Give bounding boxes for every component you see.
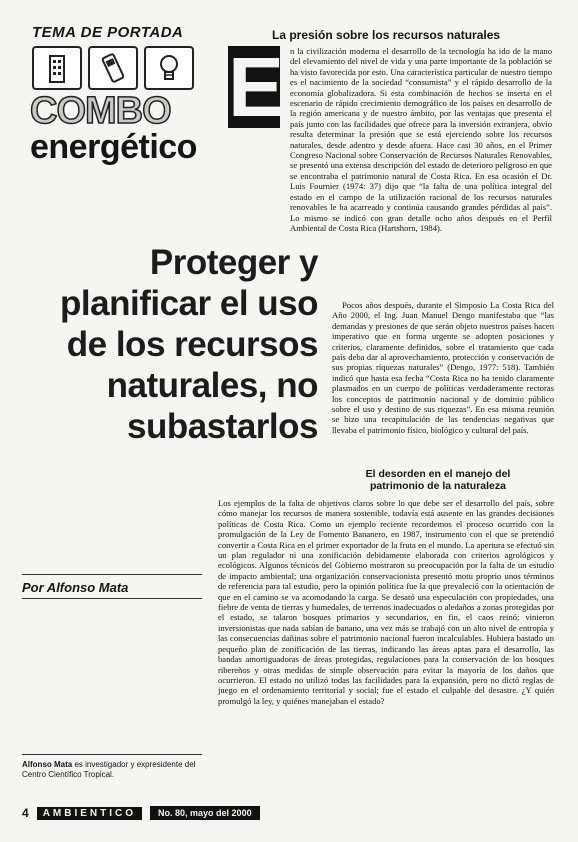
byline: Por Alfonso Mata <box>22 580 129 595</box>
author-bio-text: es investigador y expresidente del Centro Científico Tropical. <box>22 760 196 779</box>
magazine-brand: AMBIENTICO <box>37 807 142 820</box>
subhead: El desorden en el manejo del patrimonio de la naturaleza <box>365 468 511 492</box>
paragraph-3: Los ejemplos de la falta de objetivos claros sobre lo que debe ser el desarrollo del país, sobre cómo manejar los recursos de manera sostenible, todavía está ausente en las grandes decisiones políticas de Costa Rica. Como un ejemplo reciente recordemos el proceso ocurrido con la promulgación de la Ley de Fomento Bananero, en 1987, instrumento con el que se pretendió convertir a Costa Rica en el primer exportador de la fruta en el mundo. La apertura se efectuó sin un plan regulador ni una zonificación debidamente elaborada con criterios agrológicos y ecológicos. Algunos técnicos del Gobierno mostraron su preocupación por la falta de un estudio de impacto ambiental; una organización conservacionista presentó motu proprio unos términos de referencia para tal estudio, pero la opinión política fue la que prevaleció con la orientación de que en el camino se va acomodando la carga. Se desató una especulación con propiedades, una fiebre de venta de tierras y humedales, de terrenos inadecuados o aledaños a zonas protegidas por el estado, se talaron bosques primarios y secundarios, en fin, el caos reinó; vinieron inversionistas que nada sabían de banano, una vez más se trabajó con un alto nivel de entropía y las consecuencias dañinas sobre el patrimonio nacional fueron incalculables. Hubiera bastado un pequeño plan de zonificación de las tierras, indicando las áreas aptas para el desarrollo, las bandas amortiguadoras de áreas protegidas, regulaciones para la conservación de los bosques ribereños y otras medidas de simple observación para evitar la mayoría de los daños que ocurrieron. El estado no utilizó todas las facilidades para la expansión, pero no dictó reglas de juego en el ordenamiento territorial y social; fue el estado el culpable del desastre. ¿Y quién promulgó la ley, y quiénes manejaban el estado? <box>218 498 554 706</box>
logo-energetico: energético <box>30 128 197 166</box>
intro-paragraph: n la civilización moderna el desarrollo de la tecnología ha ido de la mano del elevamiento del nivel de vida y una parte importante de la población se ha visto favorecida por esto. Una característica particular de nuestro tiempo es el nacimiento de la sociedad “consumista” y el rápido desarrollo de la economía globalizadora. Si esta combinación de hechos se inserta en el escenario de rápido crecimiento demográfico de los países en desarrollo de la región americana y de nuestro ámbito, por las ventajas que presenta el país junto con las facilidades que ofrece para la inversión extranjera, obvio resulta determinar la presión que se está ejerciendo sobre los recursos naturales, desde adentro y desde afuera. Hace casi 30 años, en el Primer Congreso Nacional sobre Conservación de Recursos Naturales Renovables, se presentó una extensa descripción del estado de deterioro peligroso en que se encontraba el patrimonio natural de Costa Rica. En esa ocasión el Dr. Luis Fournier (1974: 37) dijo que “la falta de una política integral del estado en el campo de la utilización racional de los recursos naturales renovables le ha acarreado y continúa causando grandes pérdidas al país”. Lo mismo se indicó con gran detalle ocho años después en el Perfil Ambiental de Costa Rica (Hartshorn, 1984). <box>290 46 552 233</box>
footer <box>22 806 260 820</box>
author-bio <box>22 760 202 780</box>
paragraph-2: Pocos años después, durante el Simposio La Costa Rica del Año 2000, el Ing. Juan Manuel Dengo manifestaba que “las demandas y presiones de que serán objeto nuestros países hacen imperativo que en forma urgente se adopten posiciones y criterios, claramente definidos, sobre el tratamiento que cada país deba dar al aprovechamiento, protección y conservación de sus propias riquezas naturales” (Dengo, 1977: 518). También indicó que hasta esa fecha “Costa Rica no ha tenido claramente plasmados en un cuerpo de políticas verdaderamente rectoras los conceptos de patrimonio nacional y de dominio público sobre el uso y destino de sus riquezas”. En esa misma reunión se hizo una recapitulación de las tendencias negativas que llevaba el patrimonio físico, biológico y cultural del país. <box>332 300 554 435</box>
headline: Proteger y planificar el uso de los recursos naturales, no subastarlos <box>60 243 318 446</box>
cellphone-icon <box>88 46 138 90</box>
byline-rule-bottom <box>22 598 202 599</box>
bio-rule <box>22 754 202 755</box>
building-icon <box>32 46 82 90</box>
byline-rule-top <box>22 574 202 575</box>
article-column-bottom <box>218 498 554 706</box>
lightbulb-icon <box>144 46 194 90</box>
section-tag: TEMA DE PORTADA <box>32 24 184 41</box>
article-column-top <box>290 46 552 233</box>
issue-label: No. 80, mayo del 2000 <box>150 806 260 820</box>
article-column-right <box>332 300 554 435</box>
page-number: 4 <box>22 806 29 820</box>
kicker: La presión sobre los recursos naturales <box>272 28 501 42</box>
author-name: Alfonso Mata <box>22 760 73 769</box>
logo-icons <box>32 46 194 90</box>
logo-combo: COMBO <box>30 90 171 132</box>
drop-cap: E <box>228 40 285 134</box>
